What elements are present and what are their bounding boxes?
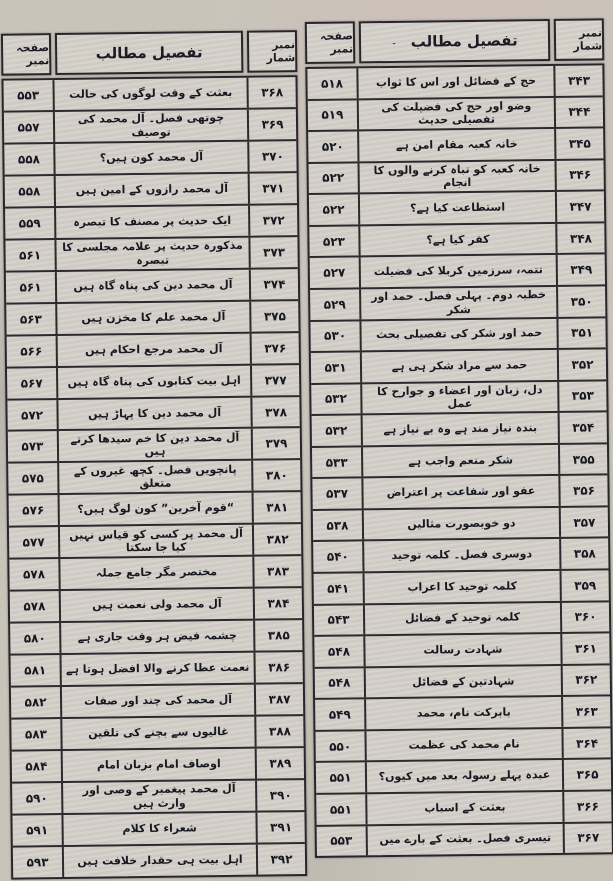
topic-cell: چشمہ فیض ہر وقت جاری ہے	[59, 621, 253, 653]
topic-cell: “قوم آخرین” کون لوگ ہیں؟	[58, 493, 252, 525]
page-cell: ۵۵۳	[17, 88, 40, 103]
column-header-page: صفحہ نمبر	[1, 33, 52, 76]
page-cell: ۵۸۰	[23, 631, 46, 646]
topic-cell: آل محمد دین کا خم سیدھا کرتے ہیں	[57, 429, 251, 461]
page-cell: ۵۷۲	[20, 407, 44, 422]
serial-cell: ۳۶۸	[246, 77, 295, 108]
serial-cell: ۳۶۰	[560, 602, 609, 632]
page-cell: ۵۶۶	[20, 343, 43, 359]
topic-cell: دو خوبصورت مثالیں	[362, 508, 559, 540]
serial-cell: ۳۷۶	[250, 333, 299, 364]
table-row	[314, 602, 609, 637]
topic-cell: مذکورہ حدیث پر علامہ مجلسی کا تبصرہ	[54, 237, 248, 269]
serial-cell: ۳۵۶	[558, 476, 607, 506]
serial-cell: ۳۸۹	[255, 748, 304, 779]
table-row	[7, 333, 299, 369]
topic-cell: عفو اور شفاعت پر اعتراض	[361, 476, 558, 508]
topic-cell: آل محمد مرجع احکام ہیں	[56, 333, 250, 365]
table-row	[11, 652, 303, 688]
table-row	[314, 633, 609, 668]
page-cell: ۵۴۸	[328, 675, 351, 691]
page-cell: ۵۲۳	[322, 234, 346, 249]
page-cell: ۵۷۸	[22, 567, 46, 582]
table-row	[7, 397, 299, 433]
topic-cell: آل محمد کون ہیں؟	[53, 142, 247, 174]
topic-cell: اوصاف امام بزبان امام	[61, 749, 255, 781]
page-cell: ۵۵۱	[329, 802, 352, 817]
page-cell: ۵۳۷	[325, 486, 349, 501]
topic-cell: بعثت کے وقت لوگوں کی حالت	[52, 78, 246, 110]
table-row	[6, 269, 298, 305]
page-cell: ۵۵۰	[329, 739, 352, 754]
topic-cell: شکر منعم واجب ہے	[361, 445, 558, 477]
topic-cell: نام محمد کی عظمت	[364, 729, 561, 761]
serial-cell: ۳۴۸	[555, 223, 604, 253]
serial-cell: ۳۵۳	[557, 381, 606, 411]
table-row	[10, 588, 302, 624]
column-header-topic-label: تفصیل مطالب	[410, 31, 518, 51]
page-cell: ۵۸۴	[25, 759, 48, 774]
page-cell: ۵۳۲	[325, 423, 348, 438]
toc-table-right	[305, 18, 613, 858]
topic-cell: شہادت رسالت	[363, 634, 560, 666]
table-row	[8, 461, 300, 497]
table-row	[308, 97, 603, 132]
serial-cell: ۳۷۵	[249, 301, 298, 332]
topic-cell: آل محمد دین کی پناہ گاہ ہیں	[55, 269, 249, 301]
topic-cell: بابرکت نام، محمد	[364, 697, 561, 729]
table-row	[9, 524, 301, 560]
topic-cell: کلمہ توحید کے فضائل	[363, 602, 560, 634]
serial-cell: ۳۶۴	[561, 728, 610, 758]
topic-cell: مختصر مگر جامع جملہ	[58, 557, 252, 589]
table-row	[315, 728, 610, 763]
table-row	[12, 812, 304, 848]
topic-cell: آل محمد پر کسی کو قیاس نہیں کیا جا سکتا	[58, 525, 252, 557]
topic-cell: آل محمد کی چند اور صفات	[60, 685, 254, 717]
topic-cell: چوتھی فصل۔ آل محمد کی توصیف	[53, 110, 247, 142]
serial-cell: ۳۴۶	[554, 160, 603, 190]
topic-cell: اہل بیت ہی حقدار خلافت ہیں	[62, 845, 256, 877]
table-row	[317, 823, 612, 856]
table-row	[313, 539, 608, 574]
table-row	[9, 556, 301, 592]
table-row	[6, 301, 298, 337]
table-row	[312, 444, 607, 479]
topic-cell: حمد سے مراد شکر ہی ہے	[360, 350, 557, 382]
page-cell: ۵۴۹	[328, 707, 351, 722]
topic-cell: آل محمد رازوں کے امین ہیں	[54, 174, 248, 206]
page-cell: ۵۹۱	[26, 823, 49, 838]
table-row	[315, 665, 610, 700]
serial-cell: ۳۵۲	[557, 349, 606, 379]
topic-cell: کلمہ توحید کا اعراب	[363, 571, 560, 603]
serial-cell: ۳۹۱	[255, 812, 304, 843]
table-row	[313, 507, 608, 542]
serial-cell: ۳۷۳	[248, 237, 297, 268]
table-body-right	[305, 63, 613, 858]
page-cell: ۵۲۰	[321, 139, 344, 154]
page-cell: ۵۵۷	[17, 120, 40, 135]
topic-cell: حج کے فضائل اور اس کا ثواب	[356, 66, 553, 98]
topic-cell: خانہ کعبہ کو تباہ کرنے والوں کا انجام	[358, 161, 555, 193]
smudge-mark: ۔	[391, 36, 397, 47]
serial-cell: ۳۶۶	[562, 791, 611, 821]
table-row	[309, 192, 604, 227]
serial-cell: ۳۴۷	[555, 192, 604, 222]
serial-cell: ۳۸۷	[254, 684, 303, 715]
table-row	[9, 492, 301, 528]
page-cell: ۵۲۷	[323, 265, 346, 280]
serial-cell: ۳۸۴	[253, 588, 302, 619]
serial-cell: ۳۶۵	[562, 760, 611, 790]
page-cell: ۵۵۹	[18, 216, 41, 231]
toc-table-left	[1, 30, 307, 880]
page-cell: ۵۱۸	[320, 76, 344, 91]
serial-cell: ۳۷۷	[250, 365, 299, 396]
table-row	[5, 173, 297, 209]
serial-cell: ۳۶۹	[247, 109, 296, 140]
serial-cell: ۳۷۰	[247, 141, 296, 172]
page-cell: ۵۶۱	[19, 247, 42, 263]
topic-cell: کفر کیا ہے؟	[358, 224, 555, 256]
page-cell: ۵۶۷	[20, 375, 43, 391]
serial-cell: ۳۹۲	[256, 844, 305, 875]
page-cell: ۵۳۳	[325, 455, 348, 470]
page-cell: ۵۵۱	[329, 770, 352, 785]
column-header-topic: تفصیل مطالب	[55, 31, 243, 75]
page-cell: ۵۳۸	[326, 518, 349, 533]
page-cell: ۵۶۱	[19, 279, 42, 295]
serial-cell: ۳۷۸	[250, 397, 299, 428]
table-row	[312, 413, 607, 448]
table-row	[315, 697, 610, 732]
topic-cell: آل محمد پیغمبر کے وصی اور وارث ہیں	[61, 781, 255, 813]
serial-cell: ۳۴۹	[556, 255, 605, 285]
page-cell: ۵۵۸	[18, 184, 41, 199]
topic-cell: عبدہ پہلے رسولہ بعد میں کیوں؟	[365, 760, 562, 792]
page-cell: ۵۷۸	[23, 599, 46, 614]
column-header-serial: نمبر شمار	[247, 30, 298, 73]
serial-cell: ۳۶۲	[561, 665, 610, 695]
page-cell: ۵۶۳	[19, 311, 42, 327]
table-row	[314, 570, 609, 605]
topic-cell: ایک حدیث پر مصنف کا تبصرہ	[54, 206, 248, 238]
page-cell: ۵۷۳	[21, 439, 44, 454]
table-header-right	[305, 18, 604, 64]
table-row	[5, 205, 297, 241]
page-cell: ۵۳۲	[324, 391, 347, 407]
table-row	[12, 780, 304, 816]
page-cell: ۵۸۱	[24, 663, 47, 678]
topic-cell: پانچویں فصل۔ کچھ غیروں کے متعلق	[57, 461, 251, 493]
table-row	[13, 844, 305, 878]
topic-cell: خطبہ دوم۔ پہلی فصل۔ حمد اور شکر	[359, 287, 556, 319]
table-header-left	[1, 30, 297, 76]
table-row	[11, 716, 303, 752]
page-cell: ۵۵۳	[330, 833, 353, 849]
topic-cell: شعراء کا کلام	[61, 813, 255, 845]
topic-cell: وضو اور حج کی فضیلت کی تفصیلی حدیث	[357, 98, 554, 130]
serial-cell: ۳۸۱	[252, 492, 301, 523]
serial-cell: ۳۷۲	[248, 205, 297, 236]
topic-cell: شہادتین کے فضائل	[364, 666, 561, 698]
topic-cell: بعثت کے اسباب	[365, 792, 562, 824]
page-cell: ۵۷۷	[22, 535, 45, 550]
serial-cell: ۳۵۷	[559, 507, 608, 537]
table-row	[12, 748, 304, 784]
table-row	[311, 381, 606, 416]
table-row	[316, 760, 611, 795]
table-row	[311, 349, 606, 384]
page-sheet	[1, 18, 613, 879]
table-row	[308, 128, 603, 163]
topic-cell: غالیوں سے بچنے کی تلقین	[60, 717, 254, 749]
table-row	[309, 160, 604, 195]
serial-cell: ۳۷۱	[248, 173, 297, 204]
serial-cell: ۳۸۵	[253, 620, 302, 651]
topic-cell: اہل بیت کتابوں کی پناہ گاہ ہیں	[56, 365, 250, 397]
topic-cell: آل محمد دین کا پہاڑ ہیں	[56, 397, 250, 429]
serial-cell: ۳۶۱	[560, 633, 609, 663]
table-body-left	[1, 75, 307, 880]
serial-cell: ۳۹۰	[255, 780, 304, 811]
table-row	[307, 65, 602, 100]
page-cell: ۵۹۰	[25, 791, 48, 806]
serial-cell: ۳۷۴	[249, 269, 298, 300]
serial-cell: ۳۸۰	[251, 461, 300, 492]
table-row	[310, 286, 605, 321]
topic-cell: نعمت عطا کرنے والا افضل ہوتا ہے	[60, 653, 254, 685]
serial-cell: ۳۸۶	[253, 652, 302, 683]
table-row	[310, 318, 605, 353]
page-cell: ۵۲۲	[322, 202, 345, 217]
table-row	[4, 109, 296, 145]
page-cell: ۵۲۹	[323, 297, 346, 312]
topic-cell: تتمہ، سرزمین کربلا کی فضیلت	[359, 255, 556, 287]
serial-cell: ۳۵۰	[556, 286, 605, 316]
table-row	[10, 620, 302, 656]
table-row	[3, 77, 295, 113]
serial-cell: ۳۸۳	[252, 556, 301, 587]
page-cell: ۵۳۰	[324, 328, 347, 344]
column-header-topic	[359, 19, 550, 63]
serial-cell: ۳۷۹	[251, 429, 300, 460]
serial-cell: ۳۶۷	[563, 823, 612, 853]
topic-cell: تیسری فصل۔ بعثت کے بارے میں	[366, 823, 563, 855]
serial-cell: ۳۵۹	[560, 570, 609, 600]
page-cell: ۵۹۳	[26, 855, 49, 870]
page-cell: ۵۸۳	[24, 727, 48, 742]
page-cell: ۵۱۹	[321, 107, 344, 123]
serial-cell: ۳۴۳	[553, 65, 602, 95]
serial-cell: ۳۶۳	[561, 697, 610, 727]
topic-cell: آل محمد ولی نعمت ہیں	[59, 589, 253, 621]
table-row	[316, 791, 611, 826]
table-row	[309, 223, 604, 258]
page-cell: ۵۸۲	[24, 695, 47, 710]
serial-cell: ۳۴۵	[554, 128, 603, 158]
page-cell: ۵۵۸	[17, 152, 41, 167]
page-cell: ۵۳۱	[324, 360, 347, 375]
column-header-page: صفحہ نمبر	[305, 21, 356, 64]
topic-cell: آل محمد علم کا مخزن ہیں	[55, 301, 249, 333]
serial-cell: ۳۴۴	[554, 97, 603, 127]
page-cell: ۵۷۶	[22, 503, 45, 518]
serial-cell: ۳۵۱	[556, 318, 605, 348]
topic-cell: حمد اور شکر کی تفصیلی بحث	[359, 318, 556, 350]
table-row	[4, 141, 296, 177]
table-row	[312, 476, 607, 511]
serial-cell: ۳۵۸	[559, 539, 608, 569]
serial-cell: ۳۵۴	[558, 413, 607, 443]
column-header-serial: نمبر شمار	[554, 18, 605, 61]
topic-cell: دل، زبان اور اعضاء و جوارح کا عمل	[360, 382, 557, 414]
page-cell: ۵۴۰	[326, 549, 349, 564]
topic-cell: دوسری فصل۔ کلمہ توحید	[362, 539, 559, 571]
page-cell: ۵۴۸	[327, 644, 351, 659]
page-cell: ۵۴۳	[327, 612, 350, 628]
page-cell: ۵۷۵	[21, 471, 44, 486]
topic-cell: بندہ نیاز مند ہے وہ بے نیاز ہے	[361, 413, 558, 445]
topic-cell: خانہ کعبہ مقام امن ہے	[357, 129, 554, 161]
table-row	[11, 684, 303, 720]
page-cell: ۵۴۱	[327, 581, 350, 596]
table-row	[5, 237, 297, 273]
serial-cell: ۳۵۵	[558, 444, 607, 474]
serial-cell: ۳۸۲	[252, 524, 301, 555]
table-row	[8, 429, 300, 465]
page-cell: ۵۲۲	[322, 171, 345, 186]
table-row	[310, 255, 605, 290]
serial-cell: ۳۸۸	[254, 716, 303, 747]
table-row	[7, 365, 299, 401]
topic-cell: استطاعت کیا ہے؟	[358, 192, 555, 224]
